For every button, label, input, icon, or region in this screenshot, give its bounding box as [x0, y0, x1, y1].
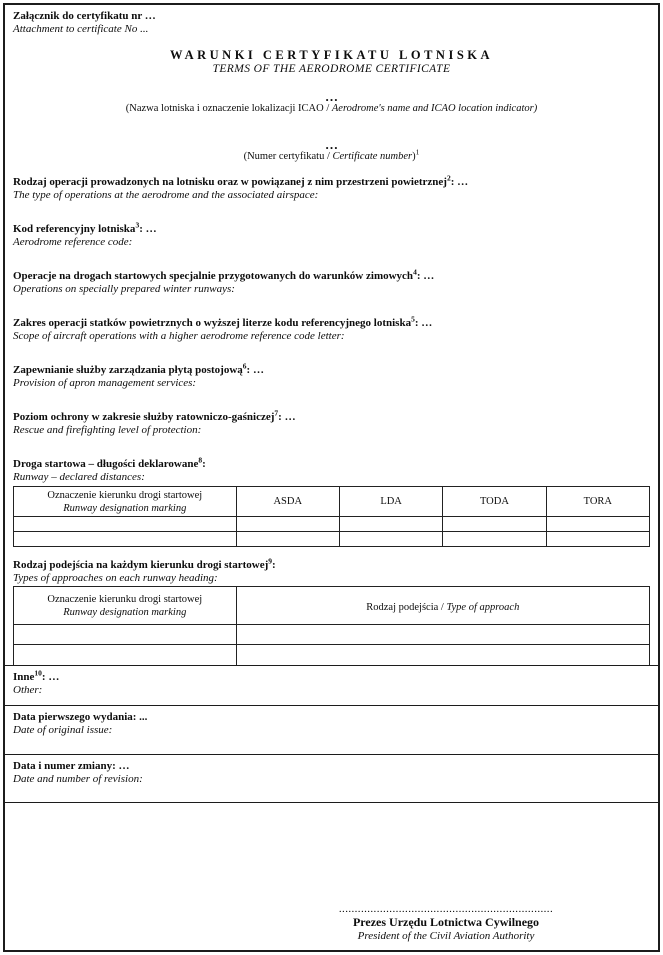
- certificate-form-page: [3, 3, 660, 952]
- field-text-pl: Zapewnianie służby zarządzania płytą postojową: [13, 364, 243, 376]
- footnote-ref: 6: [242, 361, 247, 371]
- approach-header-row: [14, 587, 650, 625]
- declared-distances-table: [13, 486, 650, 547]
- section-text-pl: Data pierwszego wydania: ...: [13, 710, 148, 723]
- field-label-en: Aerodrome reference code:: [13, 236, 133, 248]
- table-row: [14, 517, 650, 532]
- field-label-en: Rescue and firefighting level of protection:: [13, 424, 202, 436]
- runway-designation-header: [14, 487, 237, 517]
- field-tail: : …: [416, 270, 435, 282]
- field-approach-types-label: [13, 556, 650, 585]
- document-title-pl: WARUNKI CERTYFIKATU LOTNISKA: [169, 48, 494, 62]
- field-text-pl: Zakres operacji statków powietrznych o wyższej literze kodu referencyjnego lotniska: [13, 317, 412, 329]
- section-signature: [5, 802, 658, 951]
- table-cell-empty: [443, 532, 546, 547]
- declared-distances-header-row: [14, 487, 650, 517]
- table-cell-empty: [339, 517, 442, 532]
- field-text-pl: Rodzaj operacji prowadzonych na lotnisku oraz w powiązanej z nim przestrzeni powietrznej: [13, 176, 447, 188]
- table-cell-empty: [546, 532, 649, 547]
- field-tail: : …: [414, 317, 433, 329]
- field-declared-distances-label: [13, 455, 650, 484]
- aerodrome-name-dots: …: [325, 89, 338, 104]
- footnote-ref: 8: [198, 455, 203, 465]
- field-higher-code-letter: [13, 314, 650, 343]
- tora-header: TORA: [546, 487, 649, 517]
- document-title-block: [13, 48, 650, 76]
- footnote-ref: 4: [413, 267, 417, 277]
- field-label-en: Scope of aircraft operations with a higher aerodrome reference code letter:: [13, 330, 345, 342]
- lda-header: LDA: [339, 487, 442, 517]
- section-revision: [5, 754, 658, 802]
- footnote-ref: 2: [446, 173, 451, 183]
- field-label-pl: [13, 220, 650, 236]
- runway-designation-header-pl: Oznaczenie kierunku drogi startowej: [47, 489, 203, 501]
- table-cell-empty: [443, 517, 546, 532]
- section-original-issue-date: [5, 705, 658, 754]
- certificate-number-caption-en: Certificate number: [332, 151, 413, 162]
- runway-designation-header-pl: Oznaczenie kierunku drogi startowej: [47, 593, 203, 605]
- footnote-ref: 10: [34, 667, 42, 677]
- field-label-en: Runway – declared distances:: [13, 471, 145, 483]
- table-cell-empty: [236, 625, 649, 645]
- table-cell-empty: [236, 645, 649, 665]
- table-cell-empty: [14, 532, 237, 547]
- field-text-pl: Kod referencyjny lotniska: [13, 223, 136, 235]
- approach-types-table: [13, 586, 650, 665]
- field-tail: : …: [246, 364, 264, 376]
- field-label-pl: [13, 408, 650, 424]
- toda-header: TODA: [443, 487, 546, 517]
- table-cell-empty: [236, 517, 339, 532]
- field-winter-runways: [13, 267, 650, 296]
- field-tail: : …: [139, 223, 157, 235]
- footnote-ref: 5: [411, 314, 415, 324]
- document-title-en: TERMS OF THE AERODROME CERTIFICATE: [212, 63, 451, 75]
- field-label-en: Provision of apron management services:: [13, 377, 197, 389]
- field-reference-code: [13, 220, 650, 249]
- attachment-label-pl: Załącznik do certyfikatu nr …: [13, 10, 156, 22]
- field-label-pl: [13, 361, 650, 377]
- field-label-pl: [13, 556, 650, 572]
- table-cell-empty: [14, 645, 237, 665]
- certificate-number-block: [13, 139, 650, 163]
- runway-designation-header: [14, 587, 237, 625]
- footnote-ref: 3: [135, 220, 140, 230]
- field-tail: : …: [450, 176, 469, 188]
- table-row: [14, 625, 650, 645]
- footnote-ref: 7: [274, 408, 279, 418]
- section-text-pl: Data i numer zmiany: …: [13, 759, 130, 772]
- signature-block: [335, 905, 557, 943]
- runway-designation-header-en: Runway designation marking: [63, 606, 187, 618]
- asda-header: ASDA: [236, 487, 339, 517]
- approach-type-header-pl: Rodzaj podejścia /: [366, 601, 447, 613]
- table-cell-empty: [339, 532, 442, 547]
- table-cell-empty: [236, 532, 339, 547]
- approach-type-header-en: Type of approach: [446, 601, 520, 613]
- field-rescue-firefighting: [13, 408, 650, 437]
- field-label-en: The type of operations at the aerodrome and the associated airspace:: [13, 189, 319, 201]
- field-operations-type: [13, 173, 650, 202]
- field-text-pl: Operacje na drogach startowych specjalnie przygotowanych do warunków zimowych: [13, 270, 414, 282]
- footnote-ref: 9: [268, 556, 273, 566]
- section-text-pl: Inne: [13, 670, 35, 683]
- signature-title-pl: Prezes Urzędu Lotnictwa Cywilnego: [352, 915, 540, 929]
- form-body: [5, 5, 658, 665]
- table-row: [14, 532, 650, 547]
- table-row: [14, 645, 650, 665]
- section-label-pl: [13, 711, 650, 724]
- field-label-pl: [13, 455, 650, 471]
- field-label-pl: [13, 173, 650, 189]
- table-cell-empty: [14, 625, 237, 645]
- table-cell-empty: [546, 517, 649, 532]
- field-text-pl: Poziom ochrony w zakresie służby ratowniczo-gaśniczej: [13, 411, 275, 423]
- signature-dotted-line: ....................................................................: [338, 905, 554, 914]
- field-text-pl: Rodzaj podejścia na każdym kierunku drogi startowej: [13, 559, 269, 571]
- table-cell-empty: [14, 517, 237, 532]
- field-tail: :: [202, 458, 206, 470]
- section-tail: : …: [41, 670, 60, 683]
- aerodrome-name-caption-en: Aerodrome's name and ICAO location indicator): [331, 103, 538, 114]
- runway-designation-header-en: Runway designation marking: [63, 502, 187, 514]
- field-apron-management: [13, 361, 650, 390]
- field-label-en: Types of approaches on each runway heading:: [13, 572, 218, 584]
- field-text-pl: Droga startowa – długości deklarowane: [13, 458, 199, 470]
- field-tail: :: [272, 559, 276, 571]
- section-label-pl: [13, 667, 650, 684]
- aerodrome-name-block: [13, 91, 650, 115]
- field-tail: : …: [278, 411, 296, 423]
- section-label-pl: [13, 760, 650, 773]
- approach-type-header: [236, 587, 649, 625]
- field-label-pl: [13, 267, 650, 283]
- aerodrome-name-caption: [13, 102, 650, 115]
- certificate-number-caption-close: ): [412, 151, 416, 162]
- signature-title-en: President of the Civil Aviation Authority: [357, 930, 535, 942]
- section-label-en: Other:: [13, 683, 43, 696]
- certificate-number-dots: …: [325, 137, 338, 152]
- attachment-label-en: Attachment to certificate No ...: [13, 23, 149, 35]
- field-label-pl: [13, 314, 650, 330]
- section-label-en: Date and number of revision:: [13, 772, 143, 785]
- aerodrome-name-caption-pl: (Nazwa lotniska i oznaczenie lokalizacji ICAO /: [125, 103, 332, 114]
- certificate-number-caption-pl: (Numer certyfikatu /: [243, 151, 333, 162]
- section-label-en: Date of original issue:: [13, 723, 113, 736]
- field-label-en: Operations on specially prepared winter runways:: [13, 283, 235, 295]
- footnote-ref: 1: [415, 147, 420, 157]
- certificate-number-caption: [13, 147, 650, 163]
- section-other: [5, 665, 658, 705]
